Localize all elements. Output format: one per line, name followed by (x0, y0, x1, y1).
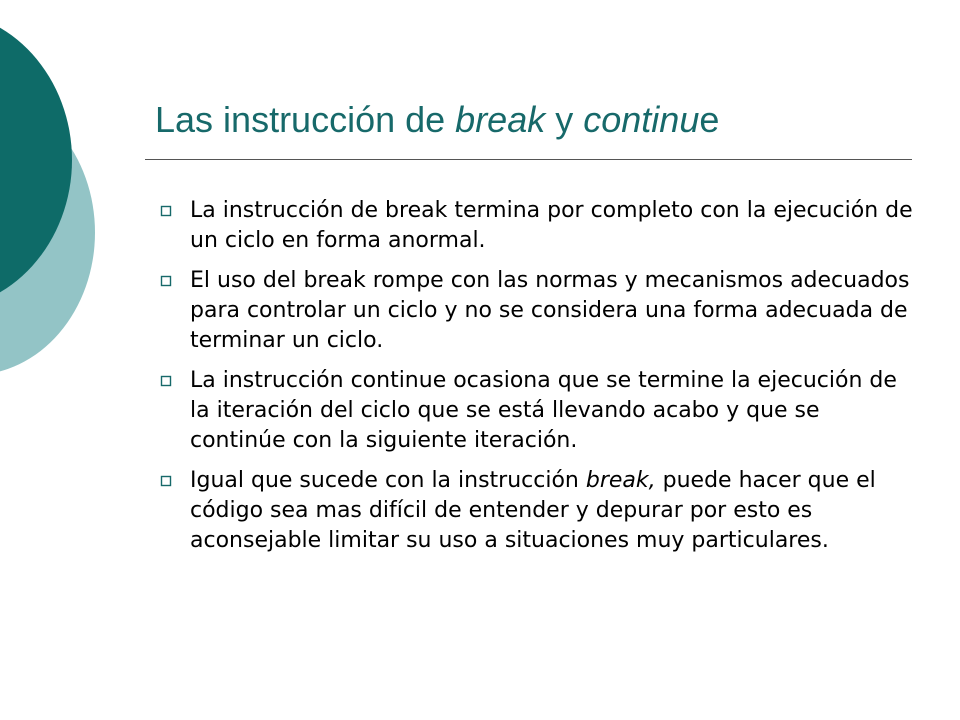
slide-title (155, 98, 719, 142)
bullet-break-keyword: break, (585, 468, 656, 493)
title-text-2: y (545, 99, 584, 140)
title-break-keyword: break (455, 99, 546, 140)
square-bullet-icon (158, 373, 174, 389)
bullet-item (155, 266, 915, 356)
bullet-text-after: puede hacer que el código sea mas difícil de entender y depurar por esto es aconsejable limitar su uso a situaciones muy particulares. (190, 468, 876, 553)
bullet-text: La instrucción continue ocasiona que se termine la ejecución de la iteración del ciclo que se está llevando acabo y que se continúe con la siguiente iteración. (190, 368, 897, 453)
bullet-item (155, 366, 915, 456)
bullet-text-before: Igual que sucede con la instrucción (190, 468, 586, 493)
bullet-text: El uso del break rompe con las normas y mecanismos adecuados para controlar un ciclo y no se considera una forma adecuada de terminar un ciclo. (190, 268, 910, 353)
bullet-list (155, 196, 915, 566)
bullet-item (155, 196, 915, 256)
square-bullet-icon (158, 273, 174, 289)
bullet-item (155, 466, 915, 556)
title-underline (145, 159, 912, 160)
square-bullet-icon (158, 473, 174, 489)
square-bullet-icon (158, 203, 174, 219)
title-continue-keyword: continu (583, 99, 700, 140)
title-text-1: Las instrucción de (155, 99, 456, 140)
bullet-text: La instrucción de break termina por completo con la ejecución de un ciclo en forma anormal. (190, 198, 913, 253)
title-text-3: e (699, 99, 720, 140)
bullet-text (190, 468, 876, 553)
